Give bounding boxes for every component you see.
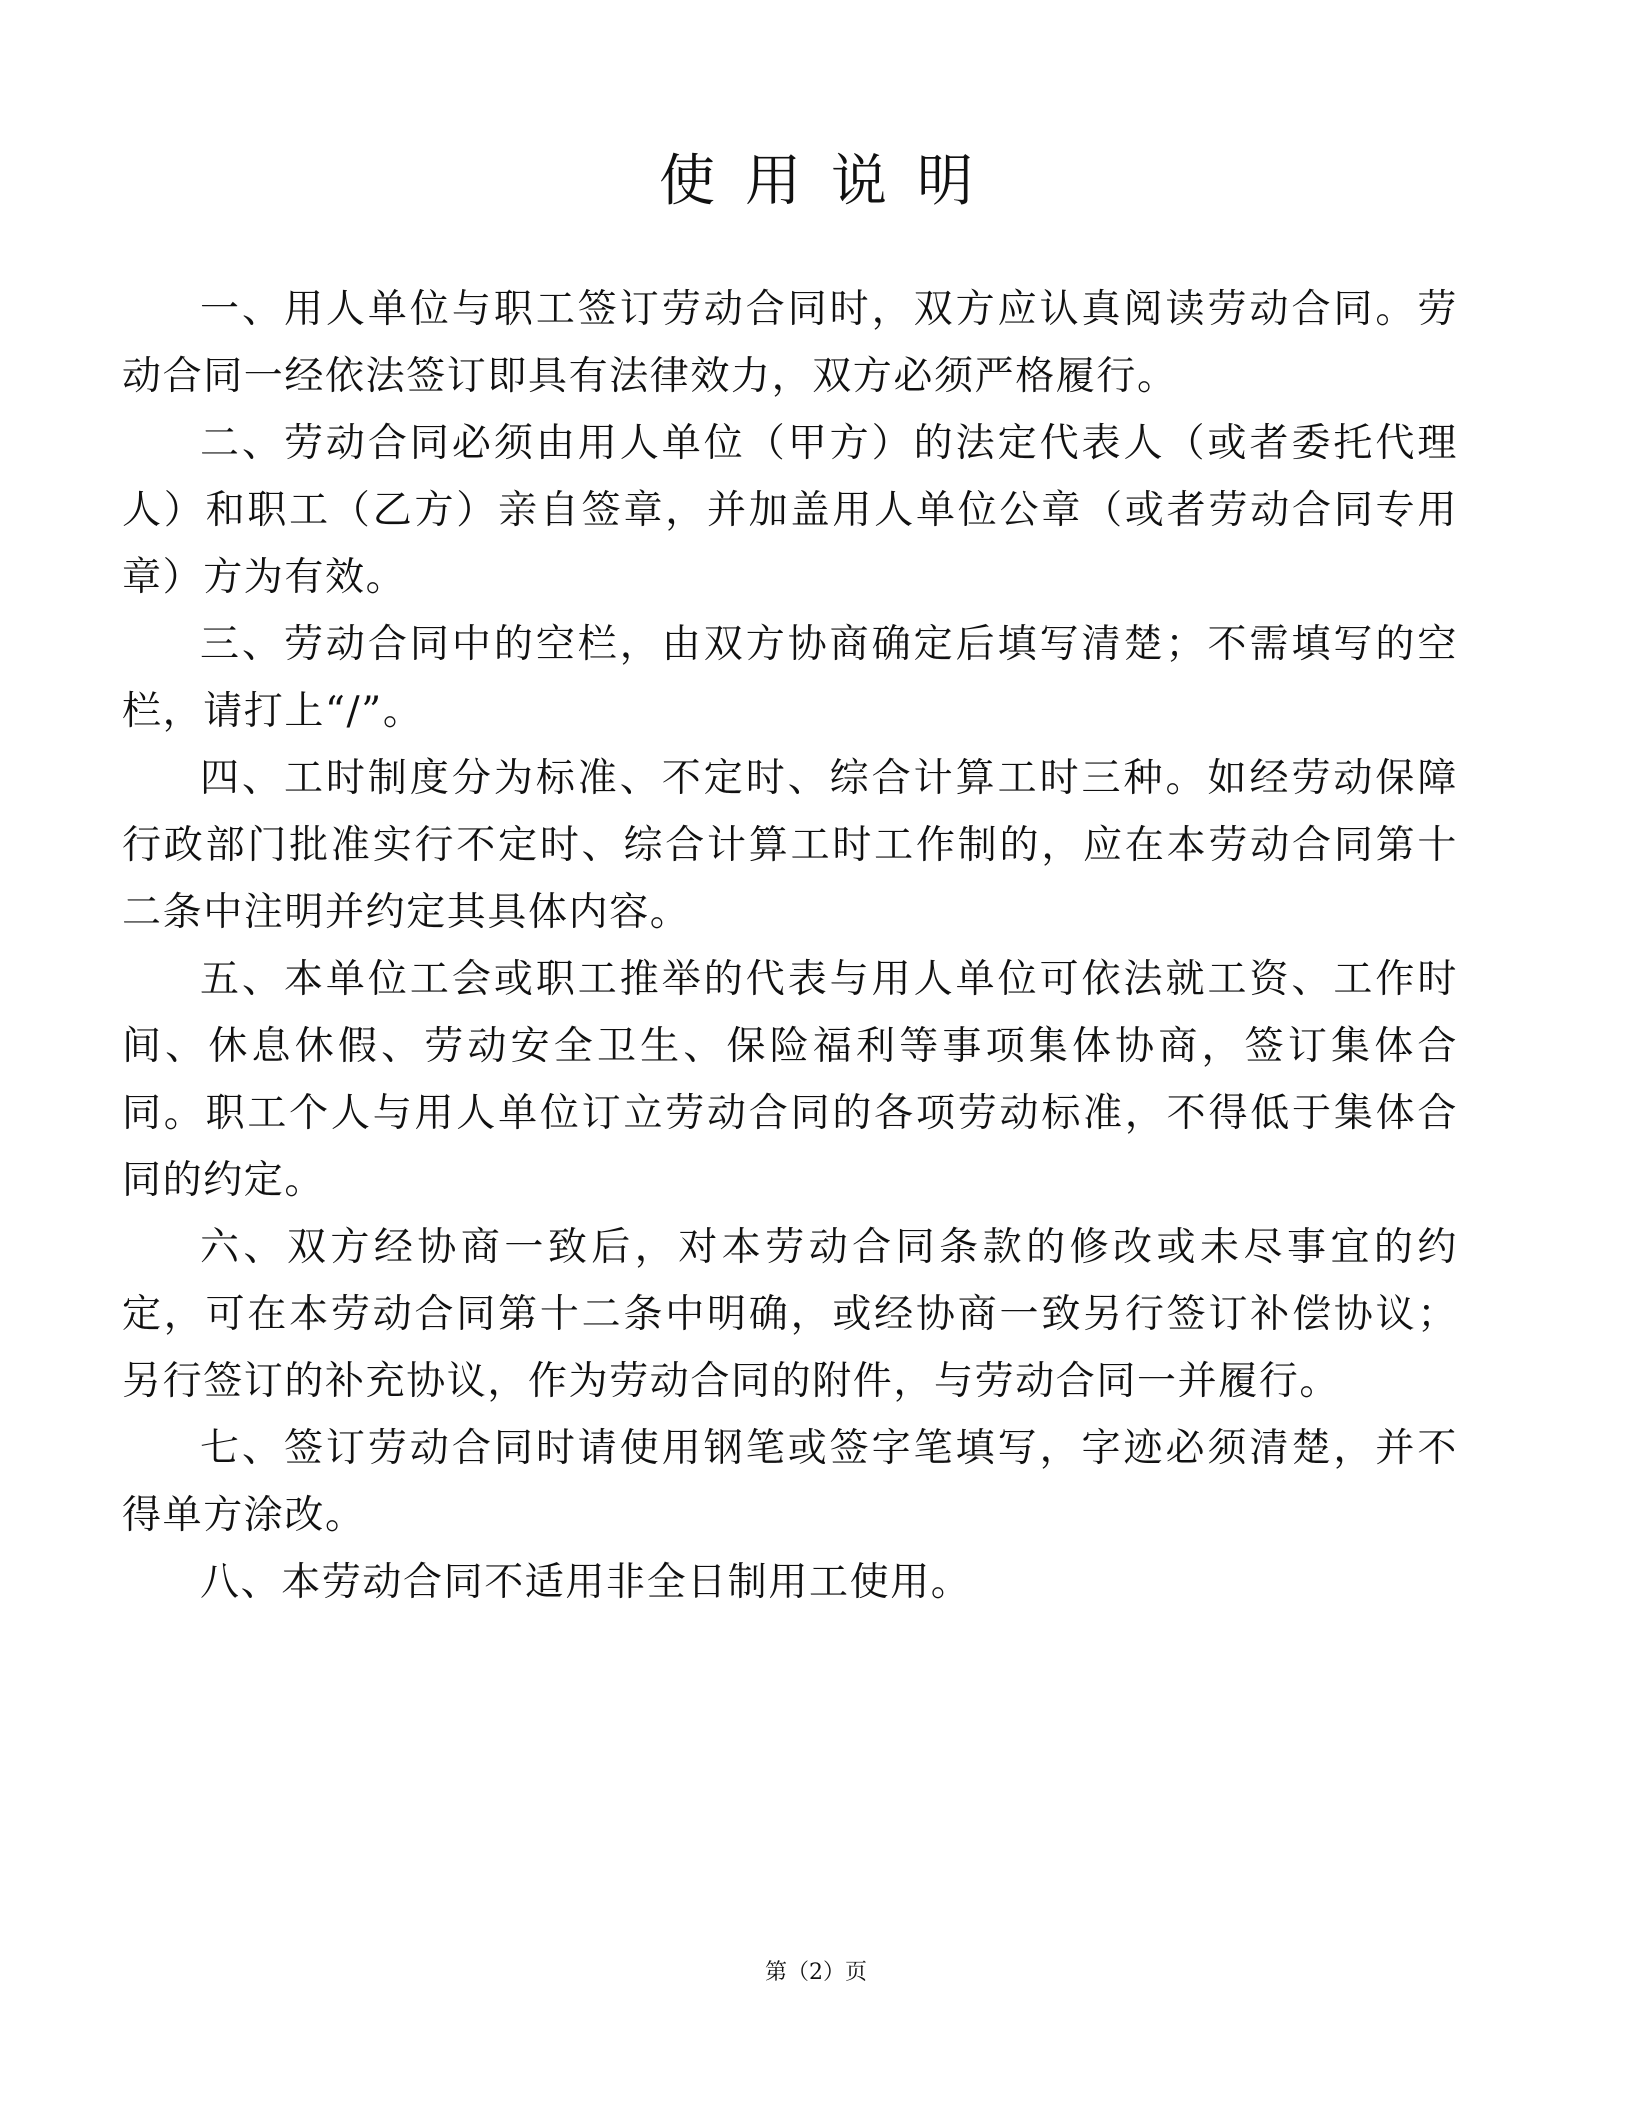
instruction-item-7: 七、签订劳动合同时请使用钢笔或签字笔填写，字迹必须清楚，并不得单方涂改。 bbox=[122, 1426, 1458, 1538]
instructions-body bbox=[122, 276, 1458, 1616]
page-number: 第（2）页 bbox=[765, 1960, 867, 1985]
instruction-item-2: 二、劳动合同必须由用人单位（甲方）的法定代表人（或者委托代理人）和职工（乙方）亲自签章，并加盖用人单位公章（或者劳动合同专用章）方为有效。 bbox=[122, 421, 1458, 600]
instruction-item-4: 四、工时制度分为标准、不定时、综合计算工时三种。如经劳动保障行政部门批准实行不定时、综合计算工时工作制的，应在本劳动合同第十二条中注明并约定其具体内容。 bbox=[122, 756, 1458, 935]
document-title: 使用说明 bbox=[659, 149, 1003, 214]
instruction-item-6: 六、双方经协商一致后，对本劳动合同条款的修改或未尽事宜的约定，可在本劳动合同第十二条中明确，或经协商一致另行签订补偿协议；另行签订的补充协议，作为劳动合同的附件，与劳动合同一并履行。 bbox=[122, 1225, 1458, 1404]
instruction-item-1: 一、用人单位与职工签订劳动合同时，双方应认真阅读劳动合同。劳动合同一经依法签订即具有法律效力，双方必须严格履行。 bbox=[122, 287, 1458, 399]
instruction-item-8: 八、本劳动合同不适用非全日制用工使用。 bbox=[200, 1560, 972, 1605]
instruction-item-3: 三、劳动合同中的空栏，由双方协商确定后填写清楚；不需填写的空栏，请打上“/”。 bbox=[122, 622, 1458, 734]
instruction-item-5: 五、本单位工会或职工推举的代表与用人单位可依法就工资、工作时间、休息休假、劳动安全卫生、保险福利等事项集体协商，签订集体合同。职工个人与用人单位订立劳动合同的各项劳动标准，不得低于集体合同的约定。 bbox=[122, 957, 1458, 1203]
